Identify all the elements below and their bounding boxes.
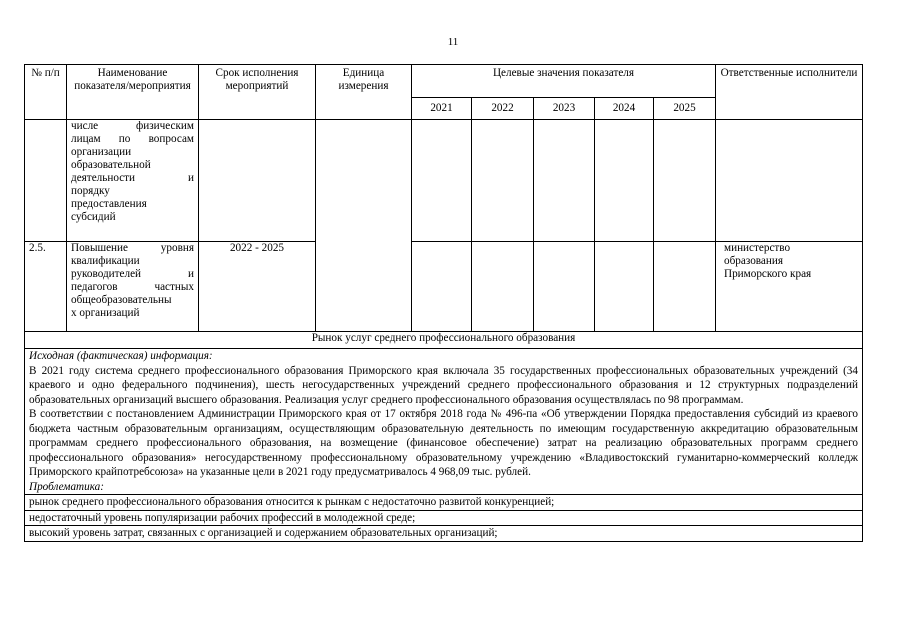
- row2-2022: [472, 242, 534, 332]
- year-2024: 2024: [595, 98, 654, 120]
- header-name: Наименование показателя/мероприятия: [67, 65, 199, 120]
- row1-2022: [472, 120, 534, 242]
- row2-line: руководителей и: [71, 268, 194, 280]
- problem-item: рынок среднего профессионального образования относится к рынкам с недостаточно развитой конкуренцией;: [25, 494, 862, 510]
- problem-item: высокий уровень затрат, связанных с организацией и содержанием образовательных организаций;: [25, 525, 862, 541]
- row1-line: субсидий: [71, 211, 116, 223]
- year-2023: 2023: [534, 98, 595, 120]
- year-2021: 2021: [412, 98, 472, 120]
- row1-line: образовательной: [71, 159, 151, 171]
- header-unit: Единица измерения: [316, 65, 412, 120]
- header-num: № п/п: [25, 65, 67, 120]
- row2-2025: [654, 242, 716, 332]
- row1-2023: [534, 120, 595, 242]
- problem-item: недостаточный уровень популяризации рабочих профессий в молодежной среде;: [25, 510, 862, 526]
- row2-name: [67, 242, 199, 332]
- row2-term: 2022 - 2025: [199, 242, 316, 332]
- row1-responsible: [716, 120, 863, 242]
- responsible-line: Приморского края: [724, 268, 812, 280]
- section-title: Рынок услуг среднего профессионального образования: [25, 332, 863, 349]
- row2-2024: [595, 242, 654, 332]
- row2-2021: [412, 242, 472, 332]
- row2-line: Повышение уровня: [71, 242, 194, 254]
- table-row: [25, 242, 863, 332]
- row2-line: квалификации: [71, 255, 140, 267]
- row1-name: [67, 120, 199, 242]
- info-paragraph-2: В соответствии с постановлением Администрации Приморского края от 17 октября 2018 года № 496-па «Об утверждении Порядка предоставления субсидий из краевого бюджета частным образовательным организациям, осуществляющим образовательную деятельность по имеющим государственную аккредитацию образовательным программам среднего профессионального образования, на возмещение (финансовое обеспечение) затрат на реализацию образовательных программ среднего профессионального образования» негосударственному профессиональному образовательному учреждению «Владивостокский гуманитарно-коммерческий колледж Приморского крайпотребсоюза» на указанные цели в 2021 году предусматривалось 4 968,09 тыс. рублей.: [29, 408, 858, 478]
- row2-responsible: [716, 242, 863, 332]
- row1-line: лицам по вопросам: [71, 133, 194, 145]
- header-target: Целевые значения показателя: [412, 65, 716, 98]
- row1-num: [25, 120, 67, 242]
- problems-heading: Проблематика:: [29, 480, 104, 493]
- row2-line: общеобразовательны: [71, 294, 172, 306]
- responsible-line: образования: [724, 255, 784, 267]
- row1-line: организации: [71, 146, 132, 158]
- responsible-line: министерство: [724, 242, 791, 254]
- row2-2023: [534, 242, 595, 332]
- year-2022: 2022: [472, 98, 534, 120]
- row2-line: х организаций: [71, 307, 140, 319]
- row1-line: порядку: [71, 185, 110, 197]
- row1-line: деятельности и: [71, 172, 194, 184]
- info-paragraph-1: В 2021 году система среднего профессионального образования Приморского края включала 35 государственных профессиональных образовательных учреждений (34 краевого и одно федерального подчинения), шесть негосударственных учреждений среднего профессионального образования и 12 структурных подразделений образовательных организаций высшего образования. Реализация услуг среднего профессионального образования осуществлялась по 98 программам.: [29, 364, 858, 406]
- row1-line: числе физическим: [71, 120, 194, 132]
- row1-2021: [412, 120, 472, 242]
- row1-2024: [595, 120, 654, 242]
- year-2025: 2025: [654, 98, 716, 120]
- indicators-table: [24, 64, 863, 542]
- row1-term: [199, 120, 316, 242]
- row1-line: предоставления: [71, 198, 147, 210]
- row-unit: [316, 120, 412, 332]
- info-heading: Исходная (фактическая) информация:: [29, 350, 213, 362]
- row2-line: педагогов частных: [71, 281, 194, 293]
- info-block: [25, 349, 863, 542]
- header-responsible: Ответственные исполнители: [716, 65, 863, 120]
- row2-num: 2.5.: [25, 242, 67, 332]
- table-row: [25, 120, 863, 242]
- page-number: 11: [447, 36, 459, 48]
- header-term: Срок исполнения мероприятий: [199, 65, 316, 120]
- row1-2025: [654, 120, 716, 242]
